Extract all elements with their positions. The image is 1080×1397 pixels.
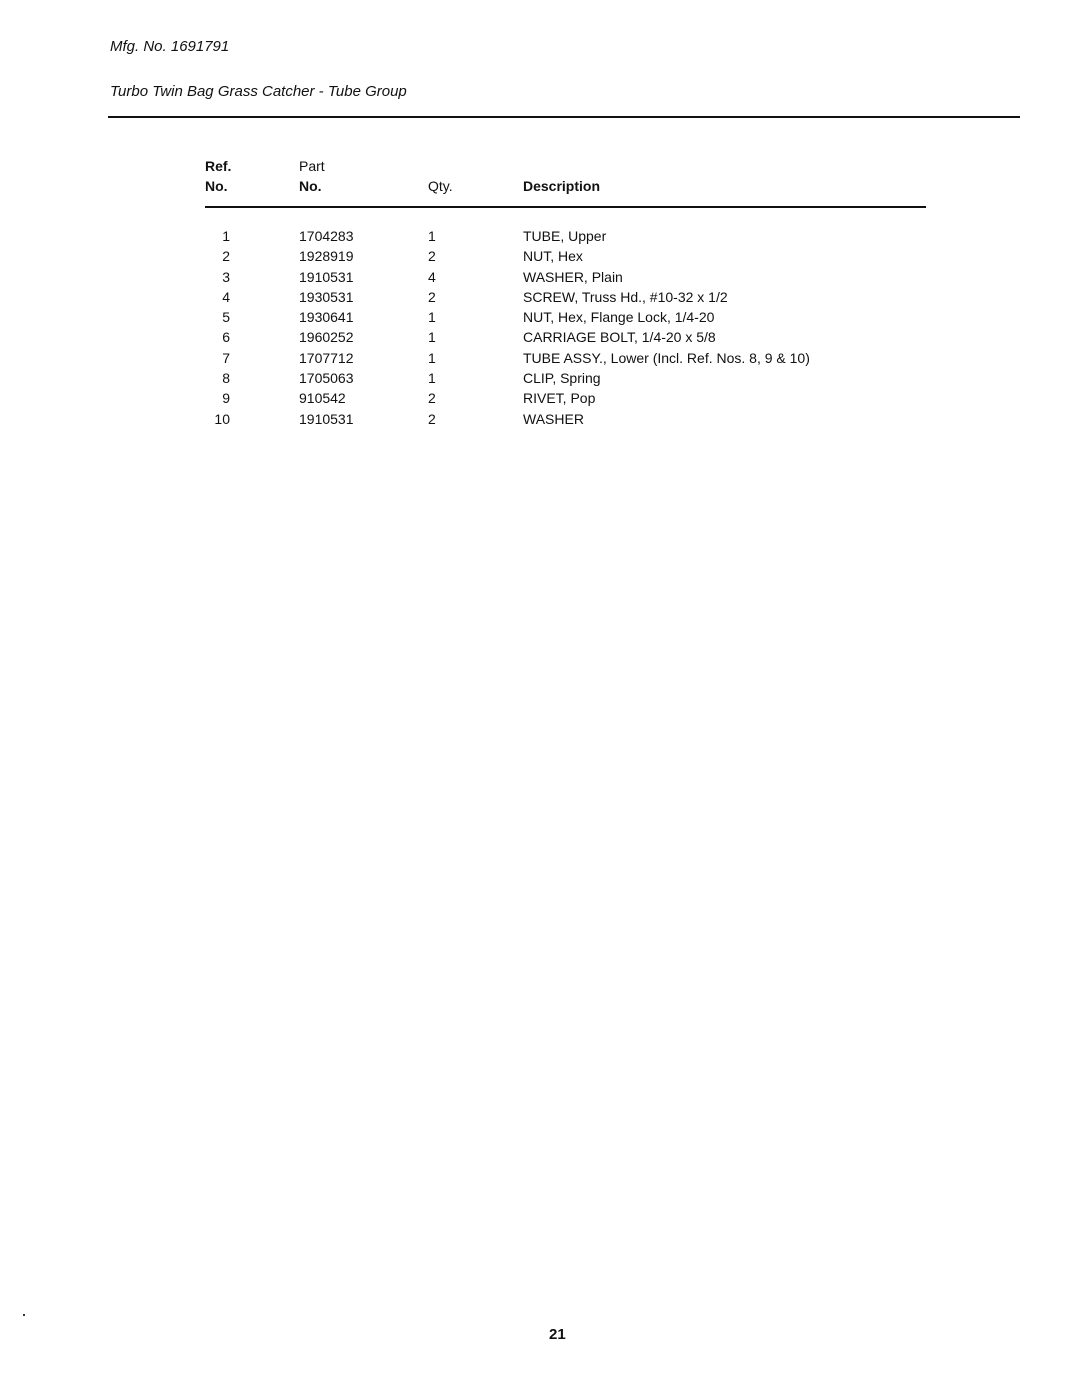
description-header: Description — [523, 178, 601, 194]
table-header-divider — [205, 206, 926, 208]
mfg-number: Mfg. No. 1691791 — [110, 38, 230, 55]
part-number: 1910531 — [299, 268, 354, 285]
quantity: 1 — [428, 370, 436, 387]
quantity: 1 — [428, 349, 436, 366]
table-row — [0, 327, 1080, 347]
quantity: 2 — [428, 288, 436, 305]
description: RIVET, Pop — [523, 390, 596, 407]
part-number: 1705063 — [299, 370, 354, 387]
description: SCREW, Truss Hd., #10-32 x 1/2 — [523, 288, 728, 305]
description: WASHER — [523, 410, 584, 427]
description: TUBE ASSY., Lower (Incl. Ref. Nos. 8, 9 & 10) — [523, 349, 810, 366]
page-title: Turbo Twin Bag Grass Catcher - Tube Group — [110, 83, 407, 100]
ref-number: 1 — [222, 228, 230, 244]
table-row — [0, 409, 1080, 429]
part-number: 1960252 — [299, 329, 354, 346]
ref-number: 2 — [222, 248, 230, 265]
parts-table — [0, 226, 1080, 429]
qty-header: Qty. — [428, 178, 453, 194]
ref-number: 6 — [222, 329, 230, 346]
table-row — [0, 246, 1080, 266]
ref-number: 3 — [222, 268, 230, 285]
quantity: 2 — [428, 390, 436, 407]
table-row — [0, 388, 1080, 408]
table-row — [0, 226, 1080, 246]
scan-speck — [23, 1314, 25, 1316]
table-row — [0, 287, 1080, 307]
ref-number: 4 — [222, 288, 230, 305]
part-number: 1930641 — [299, 309, 354, 326]
part-number: 1704283 — [299, 228, 354, 244]
description: TUBE, Upper — [523, 228, 607, 244]
description: WASHER, Plain — [523, 268, 623, 285]
part-header-line1: Part — [299, 158, 325, 174]
ref-header-line1: Ref. — [205, 158, 232, 174]
quantity: 1 — [428, 309, 436, 326]
page-number: 21 — [549, 1326, 566, 1343]
quantity: 2 — [428, 410, 436, 427]
part-number: 1707712 — [299, 349, 354, 366]
table-row — [0, 368, 1080, 388]
ref-number: 10 — [214, 410, 230, 427]
table-row — [0, 307, 1080, 327]
ref-number: 8 — [222, 370, 230, 387]
part-number: 1928919 — [299, 248, 354, 265]
part-header-line2: No. — [299, 178, 322, 194]
description: CARRIAGE BOLT, 1/4-20 x 5/8 — [523, 329, 716, 346]
quantity: 2 — [428, 248, 436, 265]
header-divider — [108, 116, 1020, 118]
ref-number: 5 — [222, 309, 230, 326]
part-number: 910542 — [299, 390, 346, 407]
ref-number: 7 — [222, 349, 230, 366]
ref-number: 9 — [222, 390, 230, 407]
part-number: 1930531 — [299, 288, 354, 305]
quantity: 1 — [428, 228, 436, 244]
ref-header-line2: No. — [205, 178, 228, 194]
table-row — [0, 348, 1080, 368]
description: NUT, Hex — [523, 248, 583, 265]
table-row — [0, 267, 1080, 287]
quantity: 1 — [428, 329, 436, 346]
part-number: 1910531 — [299, 410, 354, 427]
quantity: 4 — [428, 268, 436, 285]
description: NUT, Hex, Flange Lock, 1/4-20 — [523, 309, 715, 326]
description: CLIP, Spring — [523, 370, 601, 387]
